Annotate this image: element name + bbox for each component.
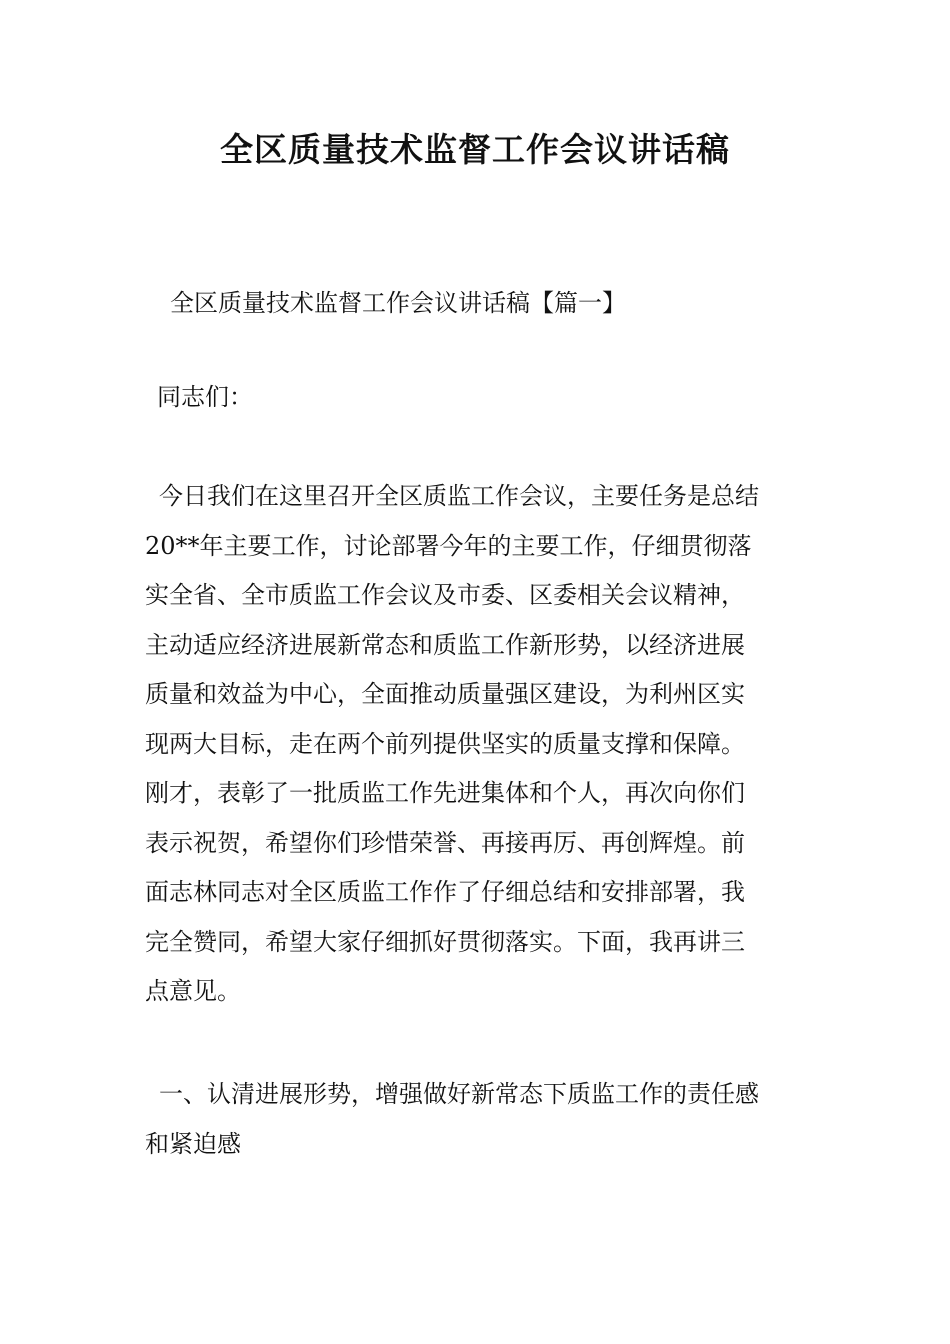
paragraph-line: 现两大目标，走在两个前列提供坚实的质量支撑和保障。 (145, 729, 745, 758)
paragraph-line: 质量和效益为中心，全面推动质量强区建设，为利州区实 (145, 680, 745, 708)
greeting: 同志们： (157, 383, 253, 411)
paragraph-line: 表示祝贺，希望你们珍惜荣誉、再接再厉、再创辉煌。前 (145, 828, 745, 857)
document-subtitle: 全区质量技术监督工作会议讲话稿【篇一】 (170, 289, 626, 317)
body-paragraph (145, 472, 825, 1017)
paragraph-line: 点意见。 (145, 977, 241, 1005)
paragraph-line: 20**年主要工作，讨论部署今年的主要工作，仔细贯彻落 (145, 531, 752, 560)
paragraph-line: 今日我们在这里召开全区质监工作会议，主要任务是总结 (159, 482, 759, 510)
paragraph-line: 主动适应经济进展新常态和质监工作新形势，以经济进展 (145, 630, 745, 659)
paragraph-line: 完全赞同，希望大家仔细抓好贯彻落实。下面，我再讲三 (145, 927, 745, 956)
paragraph-line: 刚才，表彰了一批质监工作先进集体和个人，再次向你们 (145, 779, 745, 807)
section-heading (145, 1070, 825, 1169)
section-heading-line: 和紧迫感 (145, 1129, 241, 1158)
document-title: 全区质量技术监督工作会议讲话稿 (220, 130, 730, 169)
section-heading-line: 一、认清进展形势，增强做好新常态下质监工作的责任感 (159, 1080, 759, 1108)
paragraph-line: 面志林同志对全区质监工作作了仔细总结和安排部署，我 (145, 878, 745, 906)
paragraph-line: 实全省、全市质监工作会议及市委、区委相关会议精神， (145, 581, 745, 609)
